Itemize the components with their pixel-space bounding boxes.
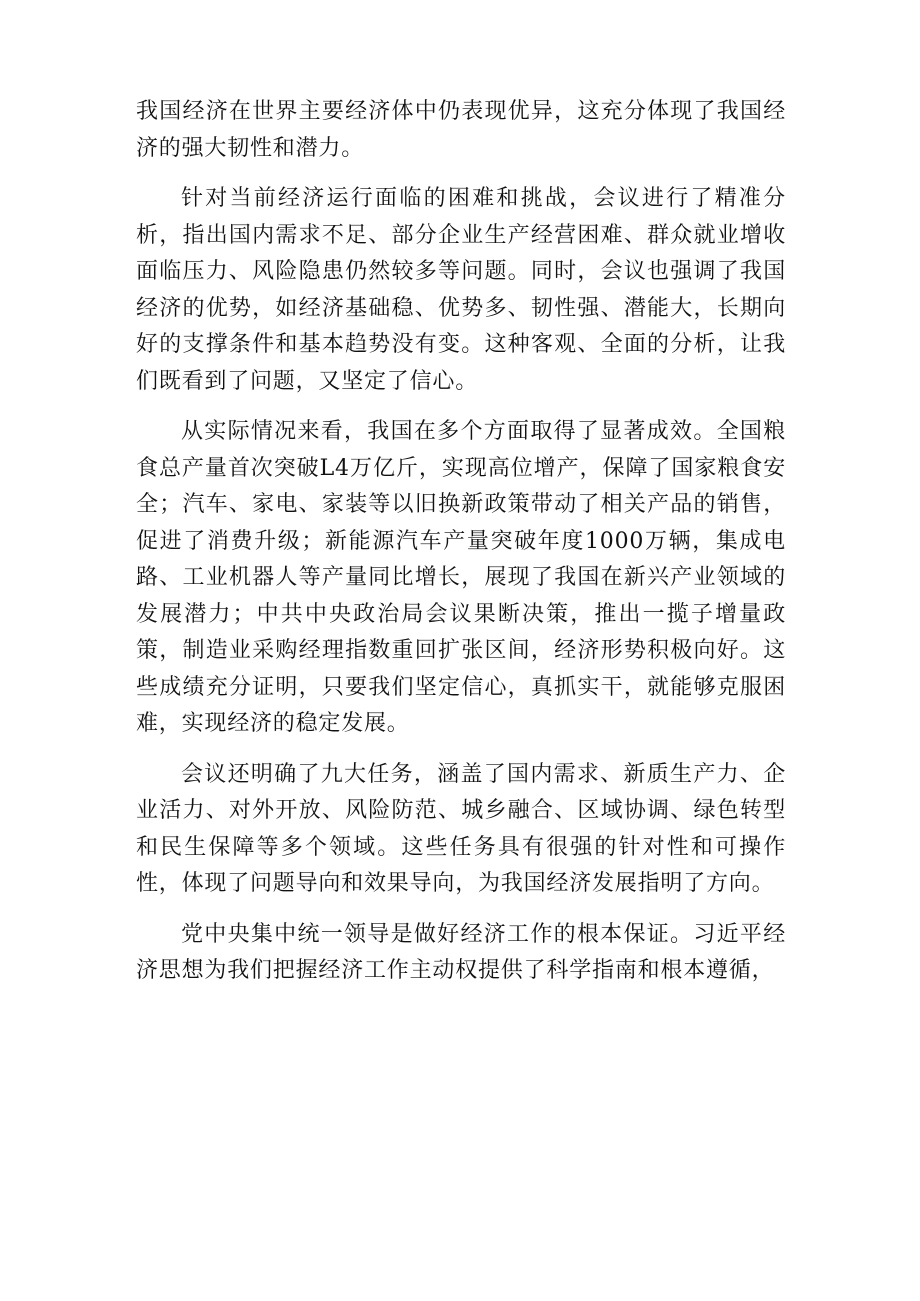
paragraph-1: 我国经济在世界主要经济体中仍表现优异，这充分体现了我国经济的强大韧性和潜力。 [136, 99, 786, 161]
paragraph-3: 从实际情况来看，我国在多个方面取得了显著成效。全国粮食总产量首次突破L4万亿斤，实现高位增产，保障了国家粮食安全；汽车、家电、家装等以旧换新政策带动了相关产品的销售，促进了消费升级；新能源汽车产量突破年度1000万辆，集成电路、工业机器人等产量同比增长，展现了我国在新兴产业领域的发展潜力；中共中央政治局会议果断决策，推出一揽子增量政策，制造业采购经理指数重回扩张区间，经济形势积极向好。这些成绩充分证明，只要我们坚定信心，真抓实干，就能够克服困难，实现经济的稳定发展。 [136, 419, 786, 736]
document-body [136, 94, 786, 1004]
paragraph-2: 针对当前经济运行面临的困难和挑战，会议进行了精准分析，指出国内需求不足、部分企业生产经营困难、群众就业增收面临压力、风险隐患仍然较多等问题。同时，会议也强调了我国经济的优势，如经济基础稳、优势多、韧性强、潜能大，长期向好的支撑条件和基本趋势没有变。这种客观、全面的分析，让我们既看到了问题，又坚定了信心。 [136, 186, 786, 394]
paragraph-4: 会议还明确了九大任务，涵盖了国内需求、新质生产力、企业活力、对外开放、风险防范、城乡融合、区域协调、绿色转型和民生保障等多个领域。这些任务具有很强的针对性和可操作性，体现了问题导向和效果导向，为我国经济发展指明了方向。 [136, 761, 786, 896]
paragraph-5: 党中央集中统一领导是做好经济工作的根本保证。习近平经济思想为我们把握经济工作主动权提供了科学指南和根本遵循， [136, 921, 786, 983]
